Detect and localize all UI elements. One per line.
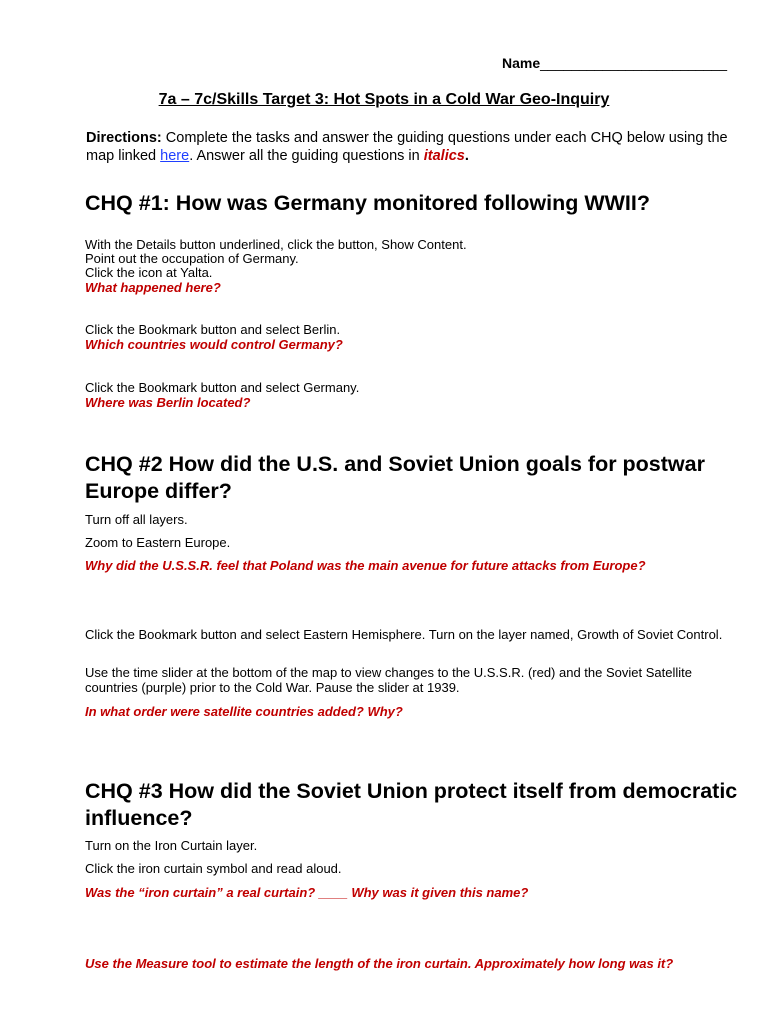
chq3-question-1: Was the “iron curtain” a real curtain? ____ Why was it given this name?: [85, 885, 529, 900]
chq1-step-1: With the Details button underlined, click the button, Show Content.: [85, 237, 467, 252]
chq1-step-5: Click the Bookmark button and select Germany.: [85, 380, 360, 395]
chq2-question-1: Why did the U.S.S.R. feel that Poland was the main avenue for future attacks from Europe?: [85, 558, 646, 573]
chq1-question-2: Which countries would control Germany?: [85, 337, 343, 352]
chq2-heading: CHQ #2 How did the U.S. and Soviet Union goals for postwar Europe differ?: [85, 452, 705, 503]
chq2-step-1: Turn off all layers.: [85, 512, 188, 527]
chq1-step-4: Click the Bookmark button and select Berlin.: [85, 322, 341, 337]
chq2-step-3: Click the Bookmark button and select Eastern Hemisphere. Turn on the layer named, Growth of Soviet Control.: [85, 627, 723, 642]
directions-text-1: Complete the tasks and answer the guiding questions under each CHQ below using the map linked: [86, 130, 728, 164]
map-link[interactable]: here: [160, 148, 190, 164]
chq3-heading: CHQ #3 How did the Soviet Union protect itself from democratic influence?: [85, 779, 738, 830]
directions-text-2: . Answer all the guiding questions in: [189, 148, 424, 164]
chq1-step-2: Point out the occupation of Germany.: [85, 251, 299, 266]
directions: [86, 129, 746, 165]
chq3-step-1: Turn on the Iron Curtain layer.: [85, 838, 258, 853]
name-field: [502, 55, 727, 71]
chq1-step-3: Click the icon at Yalta.: [85, 265, 213, 280]
directions-label: Directions:: [86, 130, 162, 146]
name-label: Name: [502, 55, 541, 71]
chq3-question-2: Use the Measure tool to estimate the length of the iron curtain. Approximately how long was it?: [85, 956, 674, 971]
name-blank: ________________________: [540, 55, 728, 71]
chq2-question-2: In what order were satellite countries added? Why?: [85, 704, 403, 719]
directions-italics: italics: [423, 148, 465, 164]
chq1-question-3: Where was Berlin located?: [85, 395, 251, 410]
chq2-step-2: Zoom to Eastern Europe.: [85, 535, 231, 550]
chq1-question-1: What happened here?: [85, 280, 221, 295]
chq2-step-4: Use the time slider at the bottom of the map to view changes to the U.S.S.R. (red) and the Soviet Satellite countries (purple) prior to the Cold War. Pause the slider at 1939.: [85, 665, 692, 695]
directions-period: .: [464, 148, 469, 164]
chq1-heading: CHQ #1: How was Germany monitored following WWII?: [85, 191, 651, 215]
chq3-step-2: Click the iron curtain symbol and read aloud.: [85, 861, 342, 876]
worksheet-title: 7a – 7c/Skills Target 3: Hot Spots in a Cold War Geo-Inquiry: [158, 91, 610, 108]
